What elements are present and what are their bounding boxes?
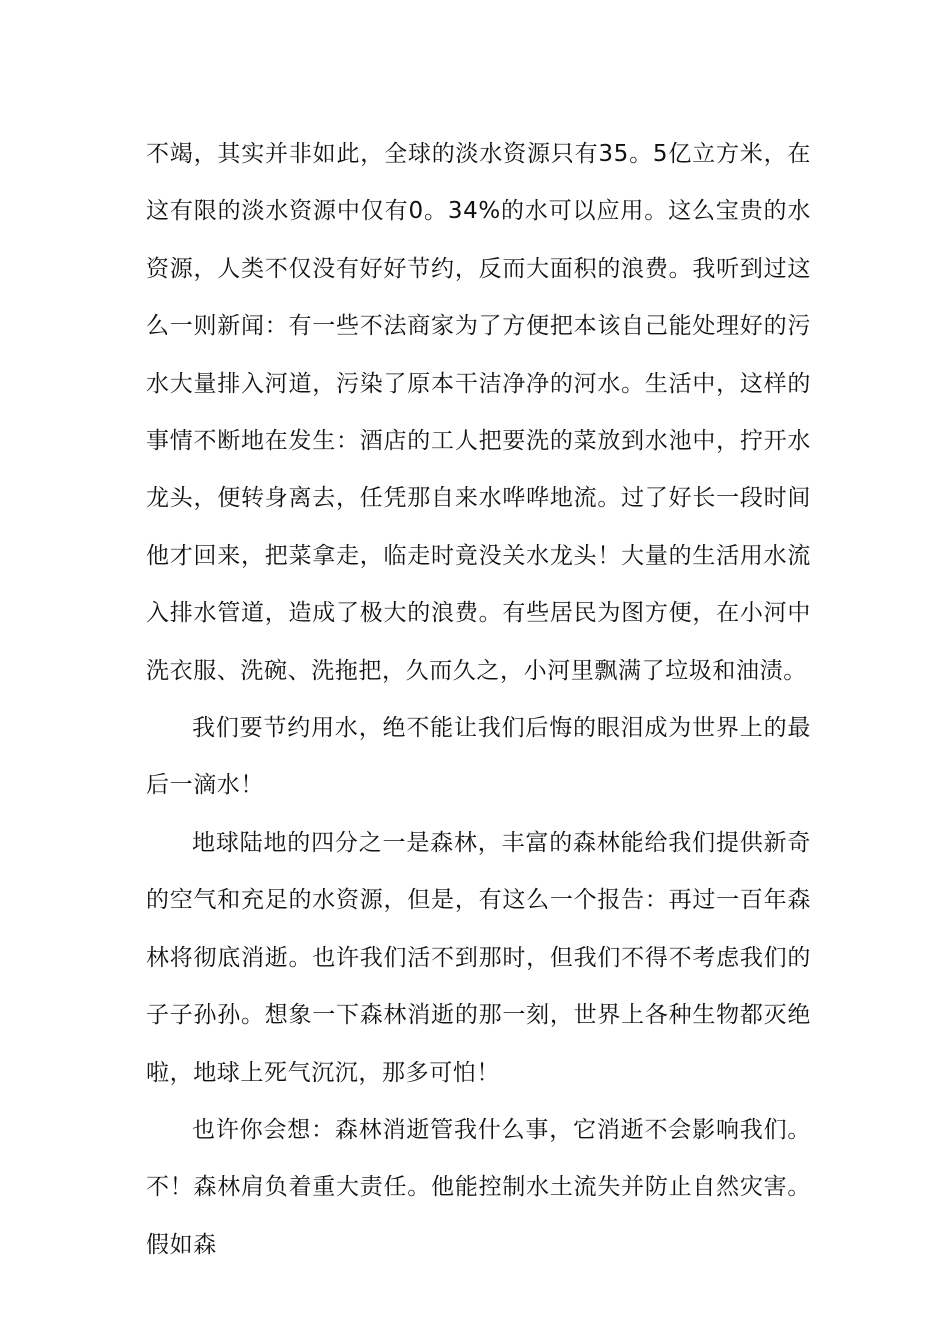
paragraph-forest-responsibility: 也许你会想：森林消逝管我什么事，它消逝不会影响我们。不！森林肩负着重大责任。他能控制水土流失并防止自然灾害。假如森 [146, 1116, 811, 1258]
paragraph-save-water: 我们要节约用水，绝不能让我们后悔的眼泪成为世界上的最后一滴水！ [146, 715, 811, 799]
document-body [146, 126, 811, 1274]
paragraph-forest: 地球陆地的四分之一是森林，丰富的森林能给我们提供新奇的空气和充足的水资源，但是，有这么一个报告：再过一百年森林将彻底消逝。也许我们活不到那时，但我们不得不考虑我们的子子孙孙。想象一下森林消逝的那一刻，世界上各种生物都灭绝啦，地球上死气沉沉，那多可怕！ [146, 829, 811, 1086]
paragraph-water-waste: 不竭，其实并非如此，全球的淡水资源只有35。5亿立方米，在这有限的淡水资源中仅有0。34%的水可以应用。这么宝贵的水资源，人类不仅没有好好节约，反而大面积的浪费。我听到过这么一则新闻：有一些不法商家为了方便把本该自己能处理好的污水大量排入河道，污染了原本干洁净净的河水。生活中，这样的事情不断地在发生：酒店的工人把要洗的菜放到水池中，拧开水龙头，便转身离去，任凭那自来水哗哗地流。过了好长一段时间他才回来，把菜拿走，临走时竟没关水龙头！大量的生活用水流入排水管道，造成了极大的浪费。有些居民为图方便，在小河中洗衣服、洗碗、洗拖把，久而久之，小河里飘满了垃圾和油渍。 [146, 141, 811, 684]
